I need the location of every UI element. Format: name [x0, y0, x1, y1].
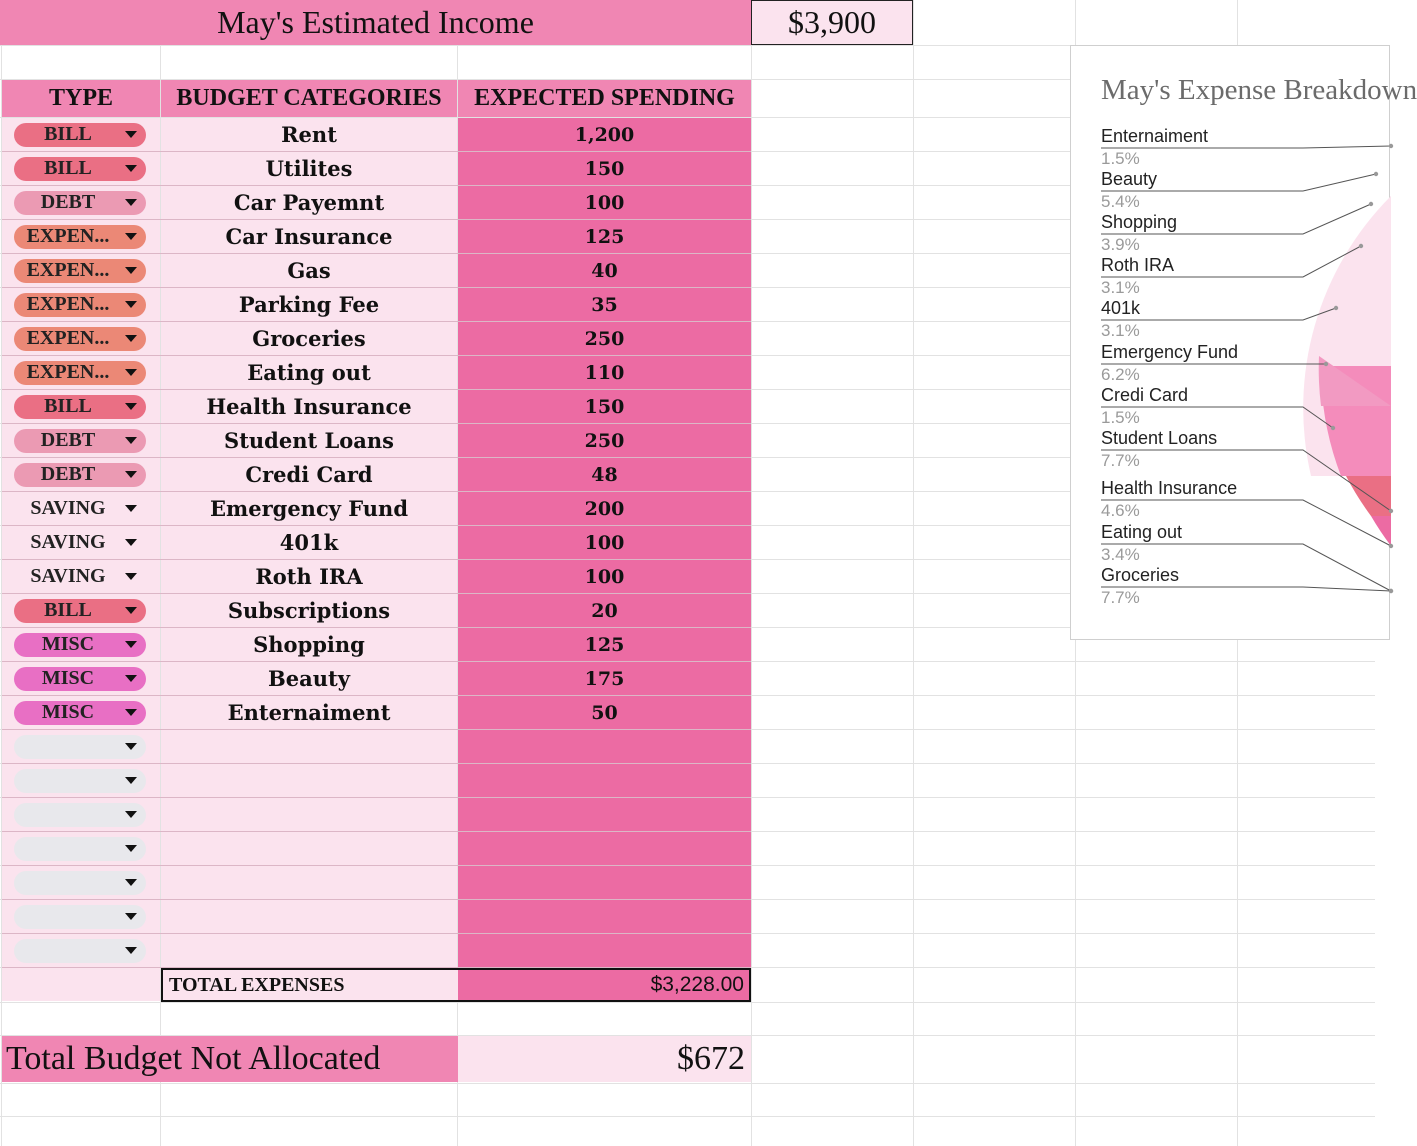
legend-percentage: 7.7% [1101, 588, 1140, 607]
budget-category-cell[interactable] [161, 730, 457, 763]
type-dropdown-label: EXPEN... [26, 293, 110, 315]
type-dropdown-label: BILL [44, 599, 92, 621]
type-dropdown[interactable] [14, 939, 146, 963]
leader-dot [1334, 306, 1338, 310]
expected-spending-cell[interactable]: 1,200 [458, 118, 751, 151]
dropdown-arrow-icon[interactable] [125, 233, 137, 240]
type-cell[interactable] [2, 118, 160, 151]
type-dropdown[interactable] [14, 633, 146, 657]
budget-category-cell[interactable]: Car Payemnt [161, 186, 457, 219]
leader-dot [1359, 244, 1363, 248]
type-cell[interactable] [2, 560, 160, 593]
type-dropdown[interactable] [14, 803, 146, 827]
type-dropdown[interactable] [14, 871, 146, 895]
type-dropdown[interactable] [14, 327, 146, 351]
dropdown-arrow-icon[interactable] [125, 301, 137, 308]
type-cell[interactable] [2, 220, 160, 253]
budget-category-cell[interactable] [161, 798, 457, 831]
expected-spending-cell[interactable]: 200 [458, 492, 751, 525]
leader-dot [1331, 426, 1335, 430]
legend-percentage: 3.9% [1101, 235, 1140, 254]
dropdown-arrow-icon[interactable] [125, 165, 137, 172]
legend-label: Eating out [1101, 522, 1183, 542]
expense-pie-chart[interactable] [1070, 45, 1417, 640]
unallocated-label[interactable]: Total Budget Not Allocated [2, 1036, 458, 1082]
type-cell[interactable] [2, 390, 160, 423]
type-dropdown-label: EXPEN... [26, 327, 110, 349]
type-dropdown[interactable] [14, 769, 146, 793]
type-dropdown[interactable] [14, 701, 146, 725]
type-cell[interactable] [2, 458, 160, 491]
legend-percentage: 7.7% [1101, 451, 1140, 470]
expected-spending-cell[interactable]: 110 [458, 356, 751, 389]
total-expenses-value[interactable]: $3,228.00 [458, 968, 751, 1002]
type-dropdown-label: SAVING [30, 565, 106, 587]
type-dropdown[interactable] [14, 837, 146, 861]
expected-spending-cell[interactable]: 100 [458, 526, 751, 559]
type-dropdown[interactable] [14, 157, 146, 181]
expected-spending-cell[interactable] [458, 900, 751, 933]
budget-category-cell[interactable]: Enternaiment [161, 696, 457, 729]
leader-dot [1374, 172, 1378, 176]
type-dropdown[interactable] [14, 225, 146, 249]
type-dropdown-label: EXPEN... [26, 259, 110, 281]
type-dropdown[interactable] [14, 123, 146, 147]
pie-slice [1371, 516, 1391, 546]
type-cell[interactable] [2, 594, 160, 627]
dropdown-arrow-icon[interactable] [125, 675, 137, 682]
leader-dot [1389, 509, 1393, 513]
type-cell[interactable] [2, 730, 160, 763]
legend-label: Health Insurance [1101, 478, 1238, 498]
type-dropdown-label: DEBT [40, 463, 96, 485]
type-dropdown[interactable] [14, 395, 146, 419]
budget-category-cell[interactable]: Health Insurance [161, 390, 457, 423]
type-dropdown-label: DEBT [40, 191, 96, 213]
legend-label: Roth IRA [1101, 255, 1175, 275]
type-dropdown[interactable] [14, 429, 146, 453]
legend-percentage: 4.6% [1101, 501, 1140, 520]
budget-category-cell[interactable] [161, 832, 457, 865]
chart-title: May's Expense Breakdown [1101, 74, 1417, 106]
unallocated-value[interactable]: $672 [458, 1036, 751, 1082]
type-dropdown-label: MISC [41, 667, 95, 689]
type-dropdown-label: MISC [41, 701, 95, 723]
budget-category-cell[interactable] [161, 764, 457, 797]
header-expected-spending[interactable]: EXPECTED SPENDING [458, 80, 751, 117]
type-dropdown-label: DEBT [40, 429, 96, 451]
expected-spending-cell[interactable]: 48 [458, 458, 751, 491]
type-dropdown[interactable] [14, 531, 146, 555]
dropdown-arrow-icon[interactable] [125, 539, 137, 546]
legend-label: Shopping [1101, 212, 1178, 232]
budget-category-cell[interactable]: Student Loans [161, 424, 457, 457]
expected-spending-cell[interactable]: 250 [458, 322, 751, 355]
expected-spending-cell[interactable]: 250 [458, 424, 751, 457]
type-dropdown-label: SAVING [30, 497, 106, 519]
type-cell[interactable] [2, 322, 160, 355]
legend-percentage: 3.1% [1101, 278, 1140, 297]
expected-spending-cell[interactable]: 175 [458, 662, 751, 695]
legend-label: Beauty [1101, 169, 1158, 189]
type-dropdown-label: BILL [44, 123, 92, 145]
type-dropdown[interactable] [14, 191, 146, 215]
type-cell[interactable] [2, 186, 160, 219]
type-dropdown[interactable] [14, 735, 146, 759]
type-cell[interactable] [2, 424, 160, 457]
gridline [0, 1002, 1375, 1003]
budget-category-cell[interactable]: Credi Card [161, 458, 457, 491]
dropdown-arrow-icon[interactable] [125, 199, 137, 206]
legend-label: 401k [1101, 298, 1141, 318]
dropdown-arrow-icon[interactable] [125, 471, 137, 478]
gridline [0, 1116, 1375, 1117]
budget-category-cell[interactable] [161, 934, 457, 967]
dropdown-arrow-icon[interactable] [125, 845, 137, 852]
legend-label: Credi Card [1101, 385, 1189, 405]
dropdown-arrow-icon[interactable] [125, 505, 137, 512]
budget-category-cell[interactable]: Eating out [161, 356, 457, 389]
expected-spending-cell[interactable] [458, 866, 751, 899]
type-cell[interactable] [2, 492, 160, 525]
type-cell[interactable] [2, 356, 160, 389]
income-title[interactable]: May's Estimated Income [0, 0, 751, 45]
budget-category-cell[interactable] [161, 866, 457, 899]
dropdown-arrow-icon[interactable] [125, 709, 137, 716]
header-type[interactable]: TYPE [2, 80, 160, 117]
gridline [0, 1083, 1375, 1084]
type-cell[interactable] [2, 832, 160, 865]
budget-category-cell[interactable]: Emergency Fund [161, 492, 457, 525]
dropdown-arrow-icon[interactable] [125, 573, 137, 580]
type-dropdown-label: EXPEN... [26, 361, 110, 383]
header-budget-categories[interactable]: BUDGET CATEGORIES [161, 80, 457, 117]
expected-spending-cell[interactable]: 150 [458, 152, 751, 185]
dropdown-arrow-icon[interactable] [125, 777, 137, 784]
expected-spending-cell[interactable]: 20 [458, 594, 751, 627]
leader-dot [1389, 544, 1393, 548]
leader-dot [1369, 202, 1373, 206]
type-dropdown[interactable] [14, 361, 146, 385]
budget-category-cell[interactable]: Shopping [161, 628, 457, 661]
budget-category-cell[interactable]: Parking Fee [161, 288, 457, 321]
dropdown-arrow-icon[interactable] [125, 743, 137, 750]
budget-category-cell[interactable]: Groceries [161, 322, 457, 355]
type-cell[interactable] [2, 900, 160, 933]
legend-percentage: 3.4% [1101, 545, 1140, 564]
legend-percentage: 6.2% [1101, 365, 1140, 384]
legend-label: Groceries [1101, 565, 1180, 585]
budget-category-cell[interactable]: 401k [161, 526, 457, 559]
leader-dot [1389, 589, 1393, 593]
budget-category-cell[interactable] [161, 900, 457, 933]
dropdown-arrow-icon[interactable] [125, 607, 137, 614]
expected-spending-cell[interactable]: 40 [458, 254, 751, 287]
type-cell[interactable] [2, 968, 160, 1001]
budget-category-cell[interactable]: Subscriptions [161, 594, 457, 627]
type-cell[interactable] [2, 798, 160, 831]
expected-spending-cell[interactable] [458, 730, 751, 763]
budget-category-cell[interactable]: Utilites [161, 152, 457, 185]
expected-spending-cell[interactable]: 35 [458, 288, 751, 321]
expected-spending-cell[interactable]: 150 [458, 390, 751, 423]
dropdown-arrow-icon[interactable] [125, 811, 137, 818]
legend-label: Student Loans [1101, 428, 1218, 448]
budget-category-cell[interactable]: Gas [161, 254, 457, 287]
type-cell[interactable] [2, 628, 160, 661]
type-cell[interactable] [2, 662, 160, 695]
type-cell[interactable] [2, 152, 160, 185]
expected-spending-cell[interactable] [458, 832, 751, 865]
dropdown-arrow-icon[interactable] [125, 913, 137, 920]
type-cell[interactable] [2, 866, 160, 899]
type-dropdown[interactable] [14, 259, 146, 283]
gridline [751, 0, 752, 1146]
type-dropdown[interactable] [14, 497, 146, 521]
budget-category-cell[interactable]: Beauty [161, 662, 457, 695]
type-dropdown-label: EXPEN... [26, 225, 110, 247]
total-expenses-label[interactable]: TOTAL EXPENSES [161, 968, 458, 1002]
type-dropdown[interactable] [14, 463, 146, 487]
type-cell[interactable] [2, 526, 160, 559]
type-dropdown-label: MISC [41, 633, 95, 655]
expected-spending-cell[interactable]: 100 [458, 560, 751, 593]
leader-dot [1324, 362, 1328, 366]
leader-line [1101, 587, 1391, 591]
expected-spending-cell[interactable] [458, 764, 751, 797]
expected-spending-cell[interactable]: 125 [458, 628, 751, 661]
dropdown-arrow-icon[interactable] [125, 369, 137, 376]
type-cell[interactable] [2, 764, 160, 797]
budget-category-cell[interactable]: Roth IRA [161, 560, 457, 593]
expected-spending-cell[interactable] [458, 934, 751, 967]
type-dropdown[interactable] [14, 293, 146, 317]
budget-category-cell[interactable]: Rent [161, 118, 457, 151]
type-dropdown[interactable] [14, 565, 146, 589]
dropdown-arrow-icon[interactable] [125, 879, 137, 886]
gridline [913, 0, 914, 1146]
expected-spending-cell[interactable]: 125 [458, 220, 751, 253]
legend-percentage: 1.5% [1101, 408, 1140, 427]
legend-percentage: 1.5% [1101, 149, 1140, 168]
expected-spending-cell[interactable]: 100 [458, 186, 751, 219]
type-cell[interactable] [2, 254, 160, 287]
dropdown-arrow-icon[interactable] [125, 403, 137, 410]
type-cell[interactable] [2, 934, 160, 967]
legend-percentage: 5.4% [1101, 192, 1140, 211]
type-dropdown[interactable] [14, 667, 146, 691]
dropdown-arrow-icon[interactable] [125, 947, 137, 954]
legend-label: Emergency Fund [1101, 342, 1239, 362]
income-value[interactable]: $3,900 [751, 0, 913, 45]
dropdown-arrow-icon[interactable] [125, 437, 137, 444]
type-dropdown[interactable] [14, 905, 146, 929]
type-cell[interactable] [2, 288, 160, 321]
dropdown-arrow-icon[interactable] [125, 335, 137, 342]
type-cell[interactable] [2, 696, 160, 729]
dropdown-arrow-icon[interactable] [125, 267, 137, 274]
type-dropdown-label: BILL [44, 395, 92, 417]
leader-dot [1389, 144, 1393, 148]
expected-spending-cell[interactable] [458, 798, 751, 831]
type-dropdown-label: SAVING [30, 531, 106, 553]
dropdown-arrow-icon[interactable] [125, 641, 137, 648]
dropdown-arrow-icon[interactable] [125, 131, 137, 138]
legend-label: Enternaiment [1101, 126, 1209, 146]
budget-category-cell[interactable]: Car Insurance [161, 220, 457, 253]
type-dropdown[interactable] [14, 599, 146, 623]
expected-spending-cell[interactable]: 50 [458, 696, 751, 729]
legend-percentage: 3.1% [1101, 321, 1140, 340]
type-dropdown-label: BILL [44, 157, 92, 179]
